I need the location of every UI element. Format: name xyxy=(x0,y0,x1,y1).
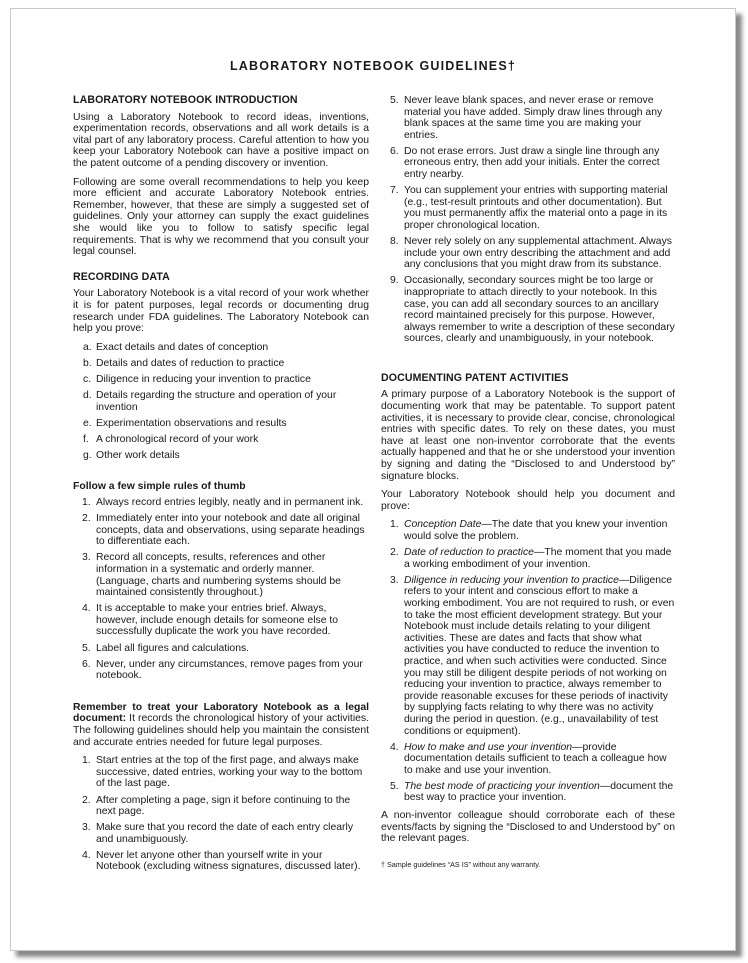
patent-heading: DOCUMENTING PATENT ACTIVITIES xyxy=(381,371,569,384)
legal-bold-lead: Remember to treat your Laboratory Notebook as a legal document: xyxy=(73,701,369,725)
rules-list xyxy=(73,497,369,682)
list-item: 3. Record all concepts, results, references and other information in a systematic and orderly manner. (Language, charts and numbering systems should be maintained consistently throughout.) xyxy=(82,552,341,599)
list-item: 7. You can supplement your entries with supporting material (e.g., test-result printouts and other documentation). But you must permanently affix the material onto a page in its proper chronological location. xyxy=(390,185,668,231)
list-item: c. Diligence in reducing your invention to practice xyxy=(83,373,311,385)
rules-heading: Follow a few simple rules of thumb xyxy=(73,481,246,493)
list-item: 3. Make sure that you record the date of each entry clearly and unambiguously. xyxy=(82,822,354,845)
recording-paragraph: Your Laboratory Notebook is a vital record of your work whether it is for patent purposes, legal records or documenting drug research under FDA guidelines. The Laboratory Notebook can help you prove: xyxy=(73,288,369,335)
patent-paragraph-2: Your Laboratory Notebook should help you document and prove: xyxy=(381,489,675,512)
list-item: 3. Diligence in reducing your invention to practice—Diligence refers to your intent and conscious effort to make a working embodiment. You are not required to rush, or even to take the most efficient development strategy. But your Notebook must include details relating to your diligent activities. These are dates and facts that show what activities you have conducted to reduce the invention to practice, and when such activities were conducted. Since you may still be diligent despite periods of not working on reducing your invention to practice, always remember to provide reasonable excuses for these periods of inactivity by supplying facts relating to why there was no activity during the period in question. (e.g., unavailability of test conditions or equipment). xyxy=(390,574,675,737)
list-item: 9. Occasionally, secondary sources might be too large or inappropriate to attach directly to your notebook. In this case, you can add all secondary sources to an ancillary record maintained precisely for this purpose. However, always remember to write a description of these secondary sources, clearly and unambiguously, in your notebook. xyxy=(390,275,675,345)
legal-list-continued xyxy=(381,95,675,345)
list-item: 4. How to make and use your invention—provide documentation details sufficient to teach a colleague how to make and use your invention. xyxy=(390,741,667,776)
list-item: b. Details and dates of reduction to practice xyxy=(83,357,285,369)
list-item: 5. The best mode of practicing your invention—document the best way to practice your invention. xyxy=(390,780,674,804)
legal-text: It records the chronological history of your activities. The following guidelines should help you maintain the consistent and accurate entries needed for future legal purposes. xyxy=(73,713,369,748)
list-item: 2. Date of reduction to practice—The moment that you made a working embodiment of your invention. xyxy=(390,547,672,570)
legal-paragraph xyxy=(73,702,369,748)
page-title: LABORATORY NOTEBOOK GUIDELINES† xyxy=(229,59,517,73)
intro-paragraph-1: Using a Laboratory Notebook to record ideas, inventions, experimentation records, observations and all work details is a vital part of any laboratory process. Careful attention to how you keep your Laboratory Notebook can have a positive impact on the patent outcome of a pending discovery or invention. xyxy=(73,111,369,169)
intro-heading: LABORATORY NOTEBOOK INTRODUCTION xyxy=(73,94,298,106)
list-item: e. Experimentation observations and results xyxy=(83,417,287,429)
right-column xyxy=(381,95,675,870)
list-item: f. A chronological record of your work xyxy=(83,433,259,445)
list-item: 6. Never, under any circumstances, remove pages from your notebook. xyxy=(82,658,363,682)
list-item: 5. Never leave blank spaces, and never erase or remove material you have added. Simply draw lines through any blank spaces at the same time you are making your entries. xyxy=(390,95,663,141)
recording-heading: RECORDING DATA xyxy=(73,270,170,283)
patent-paragraph-3: A non-inventor colleague should corroborate each of these events/facts by signing the “Disclosed to and Understood by” on the relevant pages. xyxy=(381,810,675,845)
list-item: 4. Never let anyone other than yourself write in your Notebook (excluding witness signatures, discussed later). xyxy=(82,849,361,873)
list-item: 1. Always record entries legibly, neatly and in permanent ink. xyxy=(82,497,364,509)
list-item: d. Details regarding the structure and operation of your invention xyxy=(83,389,337,413)
list-item: 1. Conception Date—The date that you knew your invention would solve the problem. xyxy=(390,519,668,542)
prove-list xyxy=(73,342,369,462)
list-item: 2. Immediately enter into your notebook and date all original concepts, data and observations, using separate headings to differentiate each. xyxy=(82,513,365,548)
legal-list xyxy=(73,755,369,873)
patent-list xyxy=(381,519,675,804)
list-item: 4. It is acceptable to make your entries brief. Always, however, include enough details for someone else to successfully duplicate the work you have recorded. xyxy=(82,603,339,638)
left-column xyxy=(73,95,369,879)
footnote: † Sample guidelines “AS IS” without any warranty. xyxy=(381,859,541,869)
intro-paragraph-2: Following are some overall recommendations to help you keep more efficient and accurate Laboratory Notebook entries. Remember, however, that these are simply a suggested set of guidelines. Only your attorney can supply the exact guidelines she would like you to follow to satisfy specific legal requirements. That is why we recommend that you consult your legal counsel. xyxy=(73,176,369,258)
list-item: a. Exact details and dates of conception xyxy=(83,341,269,353)
list-item: g. Other work details xyxy=(83,449,180,461)
list-item: 2. After completing a page, sign it before continuing to the next page. xyxy=(82,794,351,818)
patent-paragraph-1: A primary purpose of a Laboratory Notebook is the support of documenting work that may be patentable. To support patent activities, it is necessary to provide clear, concise, chronological entries with specific dates. To rely on these dates, you must have at least one non-inventor corroborate that the events actually happened and that he or she understood your invention by signing and dating the “Disclosed to and Understood by” signature blocks. xyxy=(381,389,675,482)
list-item: 1. Start entries at the top of the first page, and always make successive, dated entries, working your way to the bottom of the last page. xyxy=(82,755,363,790)
list-item: 8. Never rely solely on any supplemental attachment. Always include your own entry describing the attachment and add any conclusions that you might draw from its substance. xyxy=(390,236,672,271)
list-item: 5. Label all figures and calculations. xyxy=(82,642,250,654)
list-item: 6. Do not erase errors. Just draw a single line through any erroneous entry, then add your initials. Enter the correct entry nearby. xyxy=(390,145,660,181)
document-page xyxy=(10,8,736,951)
